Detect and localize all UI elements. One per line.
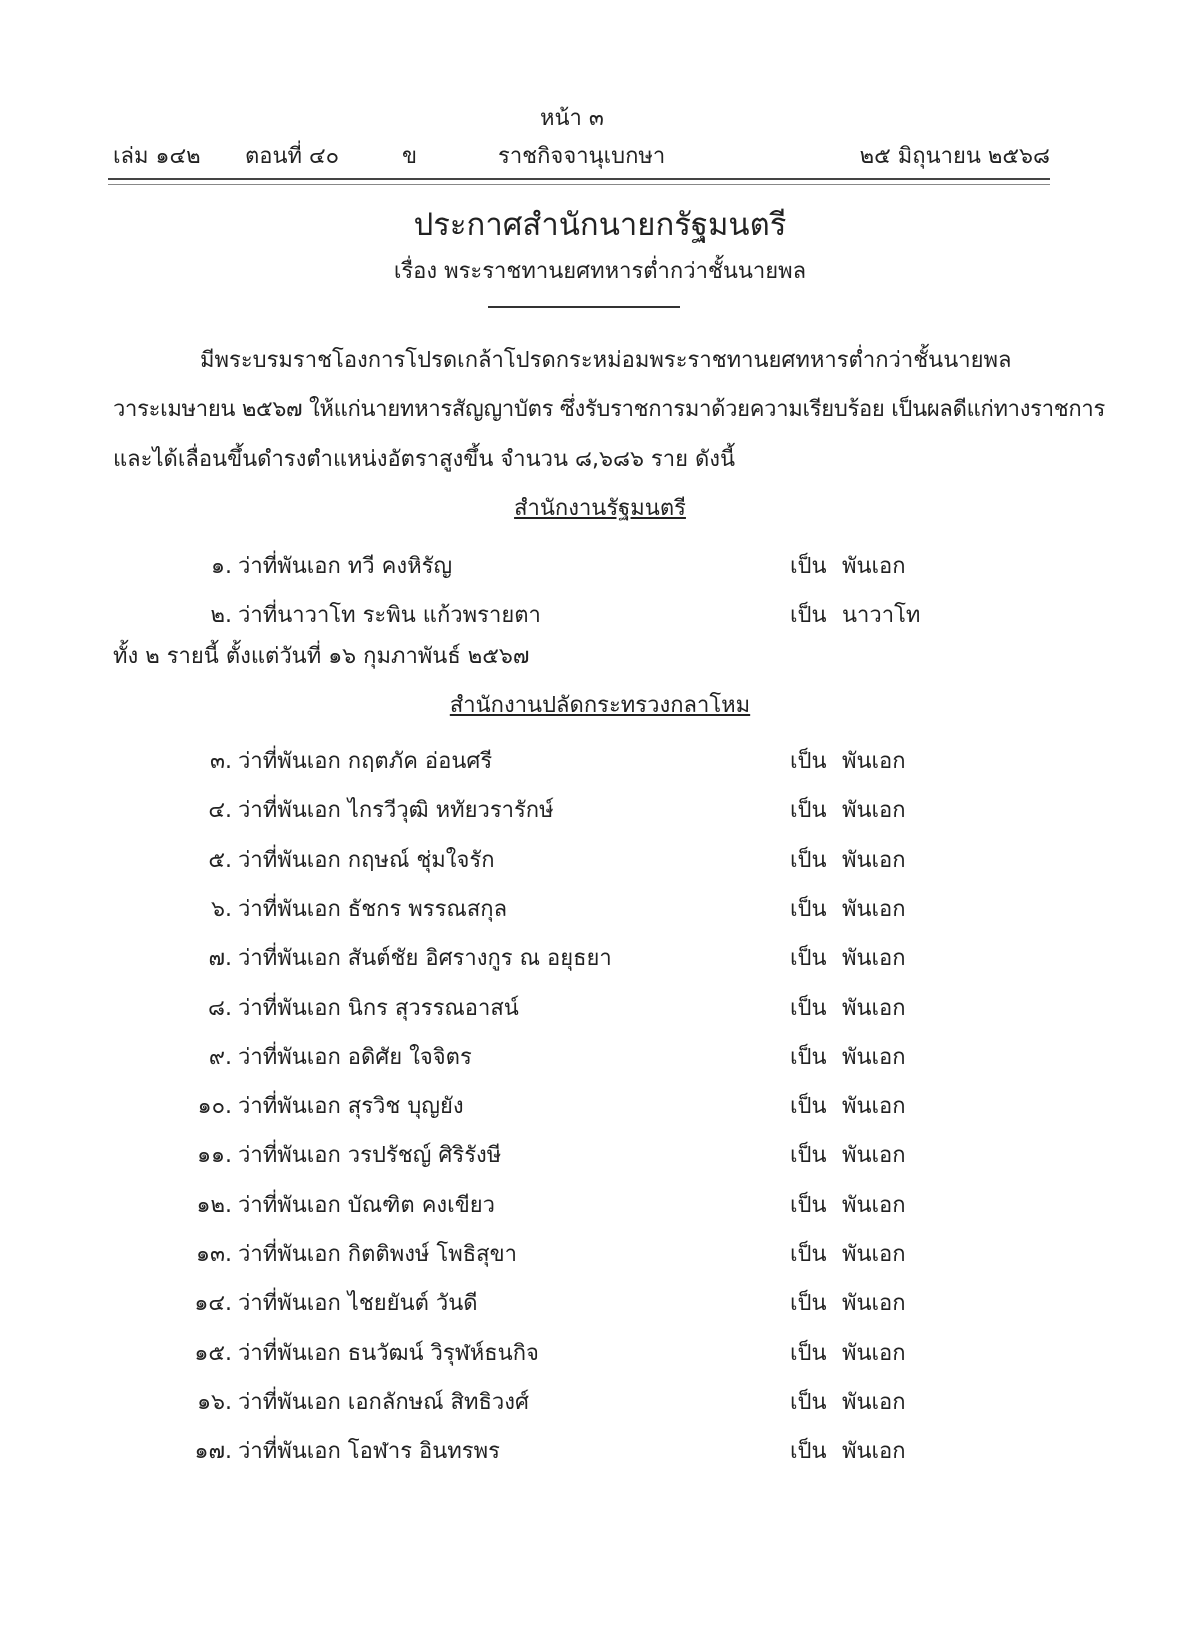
list-item <box>0 1335 1200 1365</box>
be-label: เป็น <box>790 1389 827 1415</box>
be-label: เป็น <box>790 798 827 824</box>
rank: พันเอก <box>842 554 906 579</box>
rank: นาวาโท <box>842 603 921 629</box>
be-label: เป็น <box>790 1044 827 1070</box>
person-name: ว่าที่พันเอก กิตติพงษ์ โพธิสุขา <box>238 1242 517 1267</box>
paragraph-line-1: มีพระบรมราชโองการโปรดเกล้าโปรดกระหม่อมพระราชทานยศทหารต่ำกว่าชั้นนายพล <box>200 348 1012 373</box>
list-item <box>0 1236 1200 1266</box>
rank: พันเอก <box>842 1340 906 1366</box>
be-label: เป็น <box>790 603 827 629</box>
rank: พันเอก <box>842 749 906 774</box>
rank: พันเอก <box>842 1192 906 1218</box>
list-item <box>0 940 1200 970</box>
be-label: เป็น <box>790 1192 827 1218</box>
be-label: เป็น <box>790 995 827 1021</box>
person-name: ว่าที่พันเอก สุรวิช บุญยัง <box>238 1094 464 1120</box>
person-name: ว่าที่พันเอก ธนวัฒน์ วิรุฬห์ธนกิจ <box>238 1340 539 1366</box>
section-heading: สำนักงานรัฐมนตรี <box>514 496 686 521</box>
item-number: ๖. <box>211 896 232 922</box>
item-number: ๑๗. <box>194 1439 232 1465</box>
list-item <box>0 792 1200 822</box>
person-name: ว่าที่พันเอก ธัชกร พรรณสกุล <box>238 896 508 922</box>
person-name: ว่าที่พันเอก สันต์ชัย อิศรางกูร ณ อยุธยา <box>238 946 612 972</box>
title-divider <box>488 306 680 308</box>
list-item <box>0 1039 1200 1069</box>
section-note: ทั้ง ๒ รายนี้ ตั้งแต่วันที่ ๑๖ กุมภาพันธ์ ๒๕๖๗ <box>113 644 530 669</box>
list-item <box>0 1384 1200 1414</box>
person-name: ว่าที่พันเอก โอฬาร อินทรพร <box>238 1439 500 1465</box>
section-letter: ข <box>402 144 418 169</box>
list-item <box>0 1187 1200 1217</box>
page-number: หน้า ๓ <box>540 106 604 131</box>
list-item <box>0 743 1200 773</box>
rank: พันเอก <box>842 946 906 972</box>
list-item <box>0 1137 1200 1167</box>
person-name: ว่าที่พันเอก อดิศัย ใจจิตร <box>238 1044 472 1070</box>
be-label: เป็น <box>790 1439 827 1465</box>
paragraph-line-2: วาระเมษายน ๒๕๖๗ ให้แก่นายทหารสัญญาบัตร ซึ่งรับราชการมาด้วยความเรียบร้อย เป็นผลดีแก่ทางราชการ <box>113 397 1105 422</box>
be-label: เป็น <box>790 1143 827 1169</box>
page-title: ประกาศสำนักนายกรัฐมนตรี <box>413 207 787 243</box>
paragraph-line-3: และได้เลื่อนขึ้นดำรงตำแหน่งอัตราสูงขึ้น จำนวน ๘,๖๘๖ ราย ดังนี้ <box>113 447 736 472</box>
issue: ตอนที่ ๔๐ <box>245 144 340 169</box>
rank: พันเอก <box>842 847 906 873</box>
item-number: ๙. <box>208 1044 232 1070</box>
person-name: ว่าที่พันเอก ไกรวีวุฒิ หทัยวรารักษ์ <box>238 798 554 824</box>
person-name: ว่าที่พันเอก กฤษณ์ ชุ่มใจรัก <box>238 847 495 873</box>
item-number: ๓. <box>209 749 232 774</box>
be-label: เป็น <box>790 896 827 922</box>
be-label: เป็น <box>790 1291 827 1317</box>
person-name: ว่าที่พันเอก นิกร สุวรรณอาสน์ <box>238 995 519 1021</box>
list-item <box>0 1285 1200 1315</box>
section-heading: สำนักงานปลัดกระทรวงกลาโหม <box>449 693 751 718</box>
volume: เล่ม ๑๔๒ <box>113 144 201 169</box>
be-label: เป็น <box>790 554 827 579</box>
be-label: เป็น <box>790 946 827 972</box>
list-item <box>0 597 1200 627</box>
header-rule <box>108 178 1050 185</box>
rank: พันเอก <box>842 1439 906 1465</box>
rank: พันเอก <box>842 995 906 1021</box>
item-number: ๑๒. <box>196 1192 232 1218</box>
person-name: ว่าที่นาวาโท ระพิน แก้วพรายตา <box>238 603 541 629</box>
item-number: ๔. <box>208 798 232 824</box>
rank: พันเอก <box>842 1094 906 1120</box>
be-label: เป็น <box>790 749 827 774</box>
item-number: ๑๕. <box>194 1340 232 1366</box>
item-number: ๑๑. <box>197 1143 232 1169</box>
rank: พันเอก <box>842 1044 906 1070</box>
rank: พันเอก <box>842 1291 906 1317</box>
issue-date: ๒๕ มิถุนายน ๒๕๖๘ <box>859 144 1050 169</box>
list-item <box>0 891 1200 921</box>
person-name: ว่าที่พันเอก กฤตภัค อ่อนศรี <box>238 749 493 774</box>
item-number: ๒. <box>210 603 232 629</box>
item-number: ๑๔. <box>194 1291 232 1317</box>
be-label: เป็น <box>790 1094 827 1120</box>
person-name: ว่าที่พันเอก ไชยยันต์ วันดี <box>238 1291 478 1317</box>
item-number: ๑๓. <box>196 1242 232 1267</box>
item-number: ๑. <box>211 554 232 579</box>
item-number: ๗. <box>208 946 232 972</box>
rank: พันเอก <box>842 798 906 824</box>
be-label: เป็น <box>790 1242 827 1267</box>
rank: พันเอก <box>842 1389 906 1415</box>
list-item <box>0 990 1200 1020</box>
gazette-name: ราชกิจจานุเบกษา <box>498 144 666 169</box>
list-item <box>0 1088 1200 1118</box>
item-number: ๑๖. <box>197 1389 232 1415</box>
subject: เรื่อง พระราชทานยศทหารต่ำกว่าชั้นนายพล <box>393 259 807 284</box>
list-item <box>0 842 1200 872</box>
list-item <box>0 548 1200 578</box>
person-name: ว่าที่พันเอก วรปรัชญ์ ศิริรังษี <box>238 1143 502 1169</box>
person-name: ว่าที่พันเอก บัณฑิต คงเขียว <box>238 1192 495 1218</box>
rank: พันเอก <box>842 896 906 922</box>
rank: พันเอก <box>842 1143 906 1169</box>
be-label: เป็น <box>790 847 827 873</box>
rank: พันเอก <box>842 1242 906 1267</box>
be-label: เป็น <box>790 1340 827 1366</box>
item-number: ๑๐. <box>197 1094 232 1120</box>
list-item <box>0 1433 1200 1463</box>
item-number: ๕. <box>208 847 232 873</box>
person-name: ว่าที่พันเอก ทวี คงหิรัญ <box>238 554 453 579</box>
person-name: ว่าที่พันเอก เอกลักษณ์ สิทธิวงศ์ <box>238 1389 529 1415</box>
item-number: ๘. <box>208 995 232 1021</box>
